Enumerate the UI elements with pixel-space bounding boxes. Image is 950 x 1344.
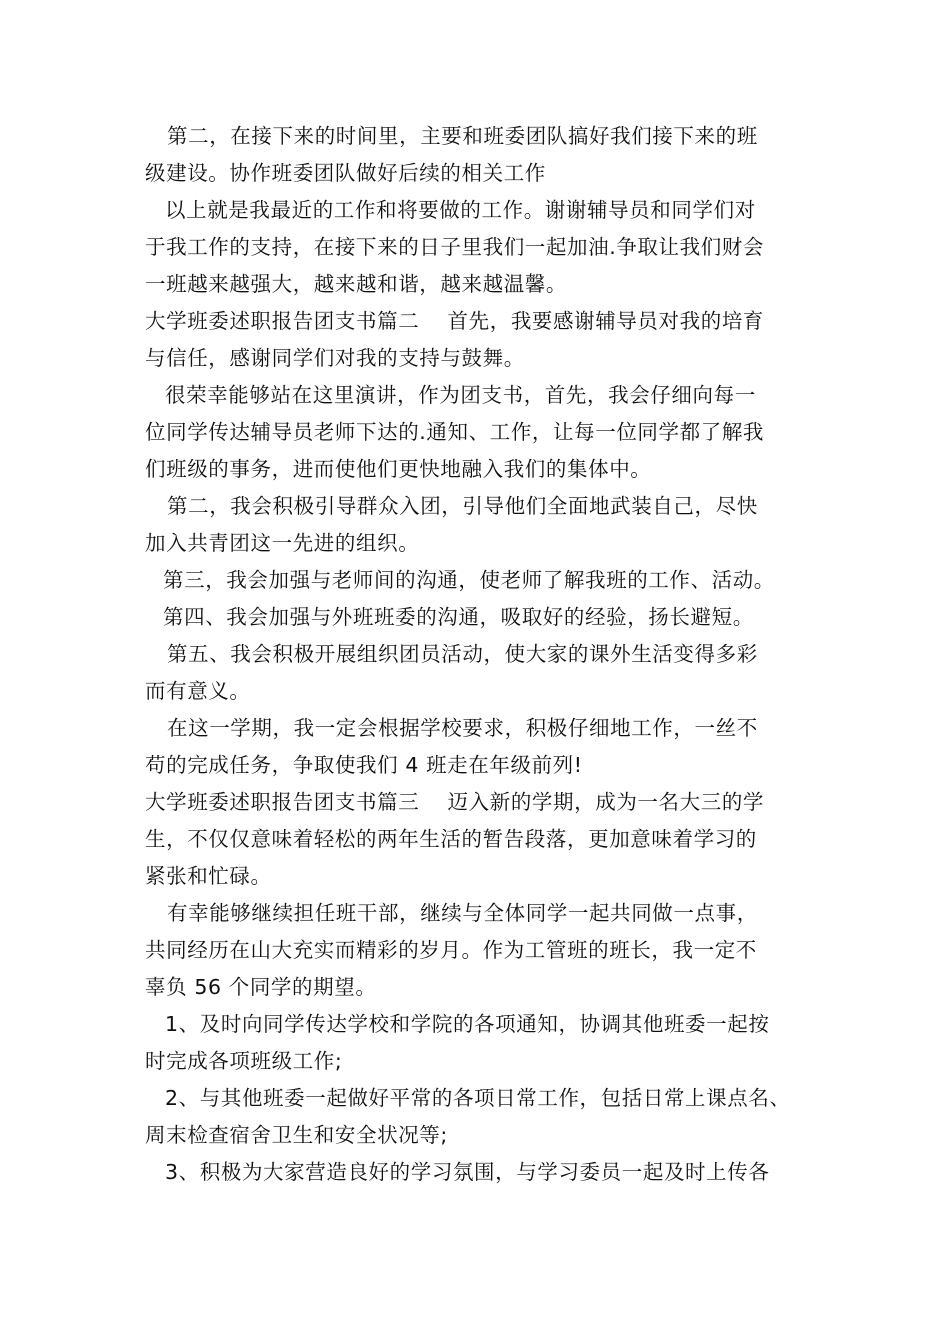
text-line: 第二，我会积极引导群众入团，引导他们全面地武装自己，尽快: [167, 494, 758, 518]
paragraph: [145, 488, 825, 562]
paragraph: [145, 1006, 825, 1080]
paragraph: [145, 562, 825, 599]
text-line: 有幸能够继续担任班干部，继续与全体同学一起共同做一点事，: [167, 901, 758, 925]
text-line: 在这一学期，我一定会根据学校要求，积极仔细地工作，一丝不: [167, 716, 758, 740]
text-line: 位同学传达辅导员老师下达的.通知、工作，让每一位同学都了解我: [145, 420, 765, 444]
paragraph: [145, 1154, 825, 1191]
paragraph: [145, 599, 825, 636]
text-line: 时完成各项班级工作;: [145, 1049, 343, 1073]
paragraph: [145, 377, 825, 488]
text-line: 级建设。协作班委团队做好后续的相关工作: [145, 161, 546, 185]
text-line: 们班级的事务，进而使他们更快地融入我们的集体中。: [145, 457, 652, 481]
paragraph: [145, 784, 825, 895]
paragraph: [145, 895, 825, 1006]
document-body: [145, 118, 825, 1191]
text-line: 于我工作的支持，在接下来的日子里我们一起加油.争取让我们财会: [145, 235, 765, 259]
paragraph: [145, 636, 825, 710]
text-line: 2、与其他班委一起做好平常的各项日常工作，包括日常上课点名、: [165, 1086, 791, 1110]
text-line: 紧张和忙碌。: [145, 864, 272, 888]
text-line: 与信任，感谢同学们对我的支持与鼓舞。: [145, 346, 525, 370]
text-line: 大学班委述职报告团支书篇三 迈入新的学期，成为一名大三的学: [145, 790, 765, 814]
text-line: 大学班委述职报告团支书篇二 首先，我要感谢辅导员对我的培育: [145, 309, 765, 333]
text-line: 第四、我会加强与外班班委的沟通，吸取好的经验，扬长避短。: [163, 605, 754, 629]
paragraph: [145, 710, 825, 784]
paragraph: [145, 1080, 825, 1154]
text-line: 以上就是我最近的工作和将要做的工作。谢谢辅导员和同学们对: [165, 198, 756, 222]
text-line: 而有意义。: [145, 679, 251, 703]
text-line: 辜负 56 个同学的期望。: [145, 975, 377, 999]
text-line: 很荣幸能够站在这里演讲，作为团支书，首先，我会仔细向每一: [165, 383, 756, 407]
text-line: 一班越来越强大，越来越和谐，越来越温馨。: [145, 272, 567, 296]
paragraph: [145, 192, 825, 303]
text-line: 周末检查宿舍卫生和安全状况等;: [145, 1123, 448, 1147]
text-line: 加入共青团这一先进的组织。: [145, 531, 420, 555]
paragraph: [145, 118, 825, 192]
text-line: 苟的完成任务，争取使我们 4 班走在年级前列!: [145, 753, 583, 777]
text-line: 第三，我会加强与老师间的沟通，使老师了解我班的工作、活动。: [163, 568, 775, 592]
text-line: 1、及时向同学传达学校和学院的各项通知，协调其他班委一起按: [165, 1012, 770, 1036]
text-line: 第五、我会积极开展组织团员活动，使大家的课外生活变得多彩: [167, 642, 758, 666]
text-line: 生，不仅仅意味着轻松的两年生活的暂告段落，更加意味着学习的: [145, 827, 757, 851]
paragraph: [145, 303, 825, 377]
text-line: 3、积极为大家营造良好的学习氛围，与学习委员一起及时上传各: [165, 1160, 770, 1184]
text-line: 第二，在接下来的时间里，主要和班委团队搞好我们接下来的班: [167, 124, 758, 148]
text-line: 共同经历在山大充实而精彩的岁月。作为工管班的班长，我一定不: [145, 938, 757, 962]
